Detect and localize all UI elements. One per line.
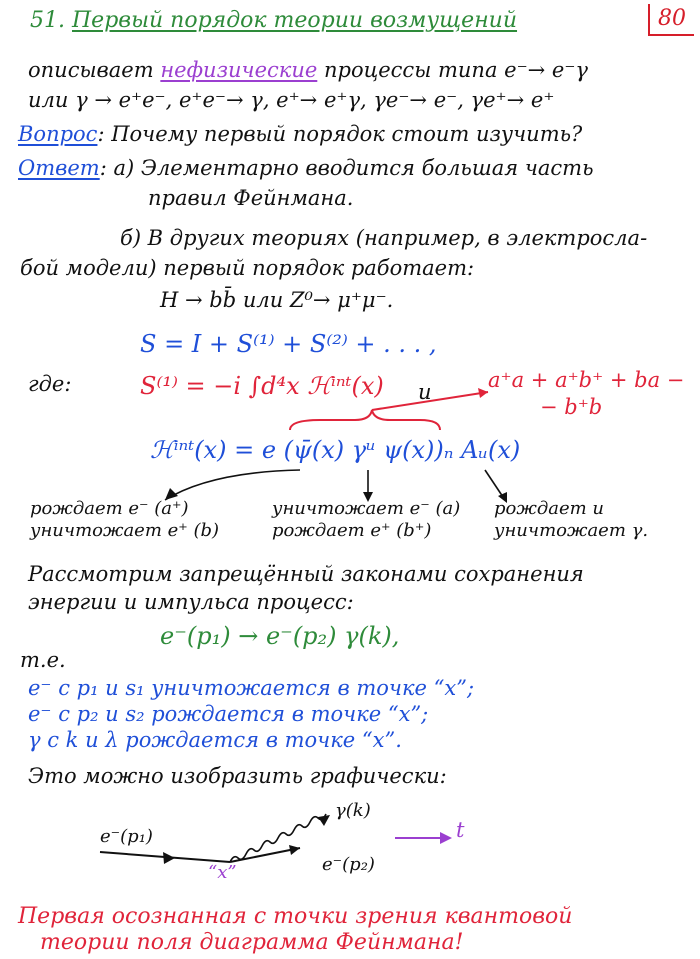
diagram-in-label: e⁻(p₁) (100, 826, 153, 847)
role-col3-line2: уничтожает γ. (494, 520, 649, 541)
answer-a-text: : а) Элементарно вводится большая часть (99, 156, 594, 180)
process-reaction: e⁻(p₁) → e⁻(p₂) γ(k), (160, 622, 400, 650)
diagram-time-label: t (456, 818, 465, 842)
conclusion-line-1: Первая осознанная с точки зрения квантовой (18, 904, 573, 929)
interaction-hamiltonian: ℋⁱⁿᵗ(x) = e (ψ̄(x) γᵘ ψ(x))ₙ Aᵤ(x) (150, 436, 521, 464)
role-col3-line1: рождает и (494, 498, 604, 519)
answer-b-line-3: H → bb̄ или Z⁰→ μ⁺μ⁻. (160, 288, 394, 312)
process-line-1: Рассмотрим запрещённый законами сохранения (28, 562, 584, 586)
where-label: где: (28, 372, 72, 396)
photon-line (230, 814, 326, 862)
and-word: и (418, 380, 432, 404)
ie-label: т.е. (20, 648, 66, 672)
incoming-arrow (163, 852, 175, 864)
conclusion-line-2: теории поля диаграмма Фейнмана! (40, 930, 464, 955)
operator-products-line-2: − b⁺b (540, 395, 603, 419)
process-line-2: энергии и импульса процесс: (28, 590, 354, 614)
time-arrow-head (440, 832, 452, 844)
intro-post: процессы типа e⁻→ e⁻γ (323, 58, 588, 82)
photon-arrow (318, 815, 330, 826)
diagram-intro: Это можно изобразить графически: (28, 764, 447, 788)
page-number: 80 (648, 4, 694, 36)
first-order-formula: S⁽¹⁾ = −i ∫d⁴x ℋⁱⁿᵗ(x) (140, 372, 384, 400)
intro-line-2: или γ → e⁺e⁻, e⁺e⁻→ γ, e⁺→ e⁺γ, γe⁻→ e⁻, γe⁺→ e⁺ (28, 88, 555, 112)
diagram-out-label: e⁻(p₂) (322, 854, 375, 875)
diagram-vertex-label: “x” (208, 862, 237, 883)
role-col2-line1: уничтожает e⁻ (a) (272, 498, 461, 519)
answer-label: Ответ (18, 156, 100, 180)
question-text: : Почему первый порядок стоит изучить? (97, 122, 583, 146)
question-label: Вопрос (18, 122, 98, 146)
answer-b-line-2: бой модели) первый порядок работает: (20, 256, 475, 280)
process-item-1-text: e⁻ с p₁ и s₁ уничтожается в точке “x”; (28, 676, 475, 700)
s-matrix-series: S = I + S⁽¹⁾ + S⁽²⁾ + . . . , (140, 330, 437, 358)
section-title: Первый порядок теории возмущений (72, 8, 518, 33)
process-item-2-text: e⁻ с p₂ и s₂ рождается в точке “x”; (28, 702, 429, 726)
intro-highlight: нефизические (160, 58, 318, 82)
role-col2-line2: рождает e⁺ (b⁺) (272, 520, 432, 541)
intro-pre: описывает (28, 58, 154, 82)
section-number: 51. (30, 8, 65, 33)
answer-a-line-2: правил Фейнмана. (148, 186, 354, 210)
diagram-photon-label: γ(k) (335, 800, 371, 821)
outgoing-arrow (289, 845, 300, 855)
process-item-3-text: γ с k и λ рождается в точке “x”. (28, 728, 402, 752)
operator-products-line-1: a⁺a + a⁺b⁺ + ba − (488, 368, 685, 392)
answer-b-line-1: б) В других теориях (например, в электросла- (120, 226, 648, 250)
role-col1-line1: рождает e⁻ (a⁺) (30, 498, 189, 519)
role-col1-line2: уничтожает e⁺ (b) (30, 520, 220, 541)
